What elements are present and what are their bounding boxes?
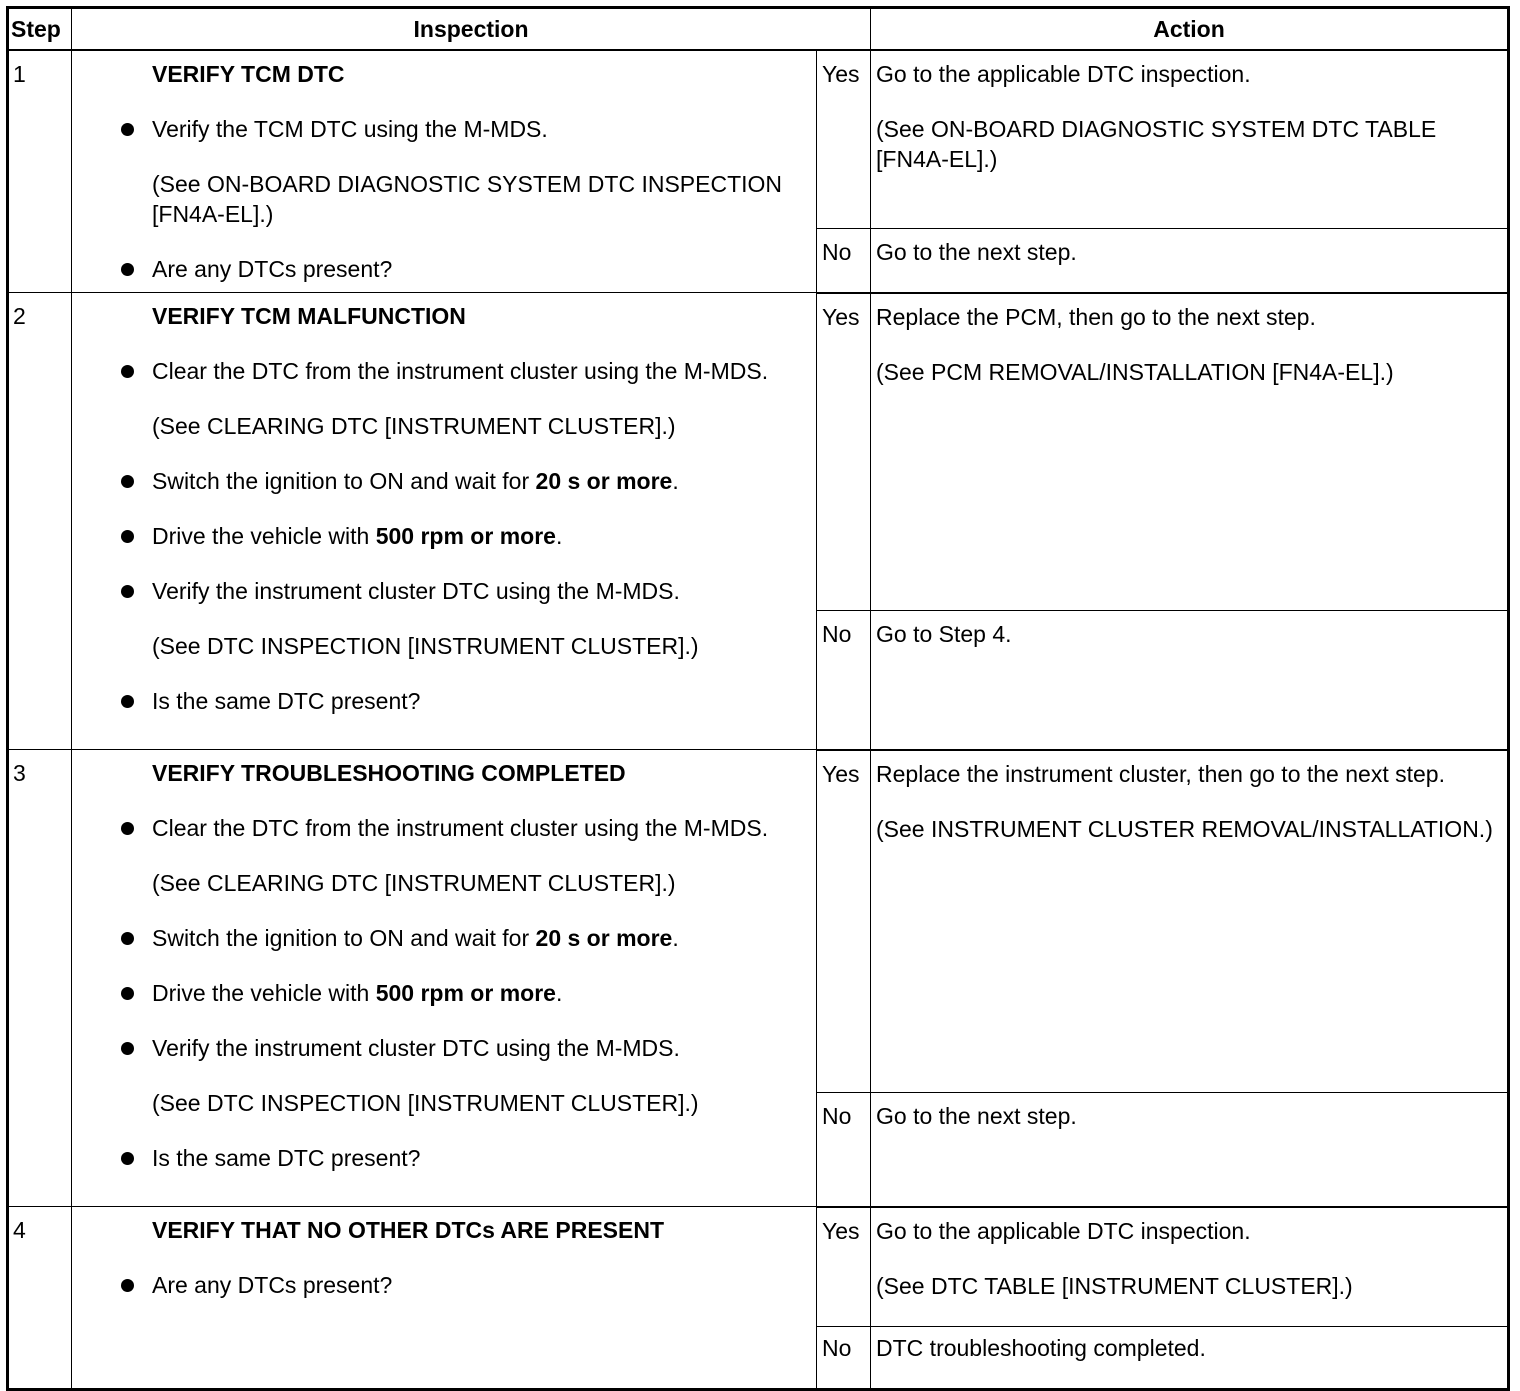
reference-note: (See CLEARING DTC [INSTRUMENT CLUSTER].) bbox=[152, 413, 676, 439]
step-number: 1 bbox=[8, 50, 72, 293]
no-action bbox=[871, 1326, 1509, 1389]
inspection-list bbox=[72, 356, 796, 716]
inspection-list bbox=[72, 1270, 796, 1300]
action-text: (See INSTRUMENT CLUSTER REMOVAL/INSTALLATION.) bbox=[876, 815, 1493, 842]
inspection-cell bbox=[72, 50, 817, 293]
inspection-item: Clear the DTC from the instrument cluster using the M-MDS. bbox=[152, 813, 796, 843]
yes-action bbox=[871, 1207, 1509, 1327]
inspection-item bbox=[152, 521, 796, 551]
inspection-item: Clear the DTC from the instrument cluster using the M-MDS. bbox=[152, 356, 796, 386]
table-body bbox=[8, 50, 1509, 1389]
action-text: (See PCM REMOVAL/INSTALLATION [FN4A-EL].) bbox=[876, 358, 1394, 385]
yes-action bbox=[871, 50, 1509, 228]
inspection-item bbox=[152, 978, 796, 1008]
inspection-header: Inspection bbox=[72, 8, 871, 51]
no-action bbox=[871, 1093, 1509, 1207]
inspection-list bbox=[72, 813, 796, 1173]
item-text: Drive the vehicle with bbox=[152, 980, 376, 1006]
item-text: Switch the ignition to ON and wait for bbox=[152, 468, 536, 494]
inspection-item: Verify the instrument cluster DTC using the M-MDS. bbox=[152, 576, 796, 606]
action-text: (See DTC TABLE [INSTRUMENT CLUSTER].) bbox=[876, 1272, 1353, 1299]
no-label: No bbox=[817, 228, 871, 293]
inspection-title: VERIFY THAT NO OTHER DTCs ARE PRESENT bbox=[152, 1217, 665, 1243]
yes-action bbox=[871, 293, 1509, 611]
dtc-inspection-table bbox=[6, 6, 1510, 1391]
item-emphasis: 20 s or more bbox=[535, 925, 673, 951]
inspection-item: Is the same DTC present? bbox=[152, 686, 796, 716]
step-row-3-yes bbox=[8, 750, 1509, 1093]
reference-note: (See CLEARING DTC [INSTRUMENT CLUSTER].) bbox=[152, 870, 676, 896]
item-text-end: . bbox=[555, 980, 563, 1006]
action-text: Go to the applicable DTC inspection. bbox=[876, 1217, 1251, 1244]
item-emphasis: 500 rpm or more bbox=[375, 523, 556, 549]
item-text-end: . bbox=[672, 925, 679, 951]
no-action bbox=[871, 228, 1509, 293]
inspection-item: Is the same DTC present? bbox=[152, 1143, 796, 1173]
action-text: DTC troubleshooting completed. bbox=[876, 1334, 1206, 1361]
inspection-item: Are any DTCs present? bbox=[152, 1270, 796, 1300]
yes-label: Yes bbox=[817, 50, 871, 228]
inspection-item: Verify the instrument cluster DTC using the M-MDS. bbox=[152, 1033, 796, 1063]
no-action bbox=[871, 611, 1509, 750]
inspection-item bbox=[152, 466, 796, 496]
inspection-title: VERIFY TCM MALFUNCTION bbox=[152, 303, 466, 329]
reference-note: (See DTC INSPECTION [INSTRUMENT CLUSTER].) bbox=[152, 633, 699, 659]
inspection-item bbox=[152, 923, 796, 953]
action-text: Go to the applicable DTC inspection. bbox=[876, 61, 1251, 87]
yes-label: Yes bbox=[817, 1207, 871, 1327]
item-emphasis: 500 rpm or more bbox=[375, 980, 556, 1006]
inspection-title: VERIFY TROUBLESHOOTING COMPLETED bbox=[152, 760, 626, 786]
step-row-4-yes bbox=[8, 1207, 1509, 1327]
action-text: (See ON-BOARD DIAGNOSTIC SYSTEM DTC TABLE [FN4A-EL].) bbox=[876, 116, 1437, 172]
step-row-2-yes bbox=[8, 293, 1509, 611]
no-label: No bbox=[817, 1326, 871, 1389]
header-row bbox=[8, 8, 1509, 51]
item-text-end: . bbox=[672, 468, 679, 494]
inspection-cell bbox=[72, 1207, 817, 1390]
step-header: Step bbox=[8, 8, 72, 51]
reference-note: (See DTC INSPECTION [INSTRUMENT CLUSTER].) bbox=[152, 1090, 699, 1116]
action-text: Replace the instrument cluster, then go to the next step. bbox=[876, 760, 1445, 787]
inspection-list bbox=[72, 114, 796, 284]
yes-label: Yes bbox=[817, 293, 871, 611]
inspection-cell bbox=[72, 750, 817, 1207]
item-text: Switch the ignition to ON and wait for bbox=[152, 925, 536, 951]
action-header: Action bbox=[871, 8, 1509, 51]
inspection-cell bbox=[72, 293, 817, 750]
no-label: No bbox=[817, 1093, 871, 1207]
inspection-item: Verify the TCM DTC using the M-MDS. bbox=[152, 114, 796, 144]
inspection-title: VERIFY TCM DTC bbox=[152, 61, 345, 87]
inspection-item: Are any DTCs present? bbox=[152, 254, 796, 284]
action-text: Go to the next step. bbox=[876, 238, 1077, 265]
no-label: No bbox=[817, 611, 871, 750]
yes-action bbox=[871, 750, 1509, 1093]
step-number: 3 bbox=[8, 750, 72, 1207]
action-text: Go to Step 4. bbox=[876, 621, 1012, 647]
step-number: 4 bbox=[8, 1207, 72, 1390]
item-emphasis: 20 s or more bbox=[535, 468, 673, 494]
reference-note: (See ON-BOARD DIAGNOSTIC SYSTEM DTC INSPECTION [FN4A-EL].) bbox=[152, 171, 783, 227]
step-number: 2 bbox=[8, 293, 72, 750]
step-row-1-yes bbox=[8, 50, 1509, 228]
item-text-end: . bbox=[555, 523, 563, 549]
yes-label: Yes bbox=[817, 750, 871, 1093]
action-text: Go to the next step. bbox=[876, 1103, 1077, 1129]
item-text: Drive the vehicle with bbox=[152, 523, 376, 549]
action-text: Replace the PCM, then go to the next step. bbox=[876, 303, 1316, 330]
